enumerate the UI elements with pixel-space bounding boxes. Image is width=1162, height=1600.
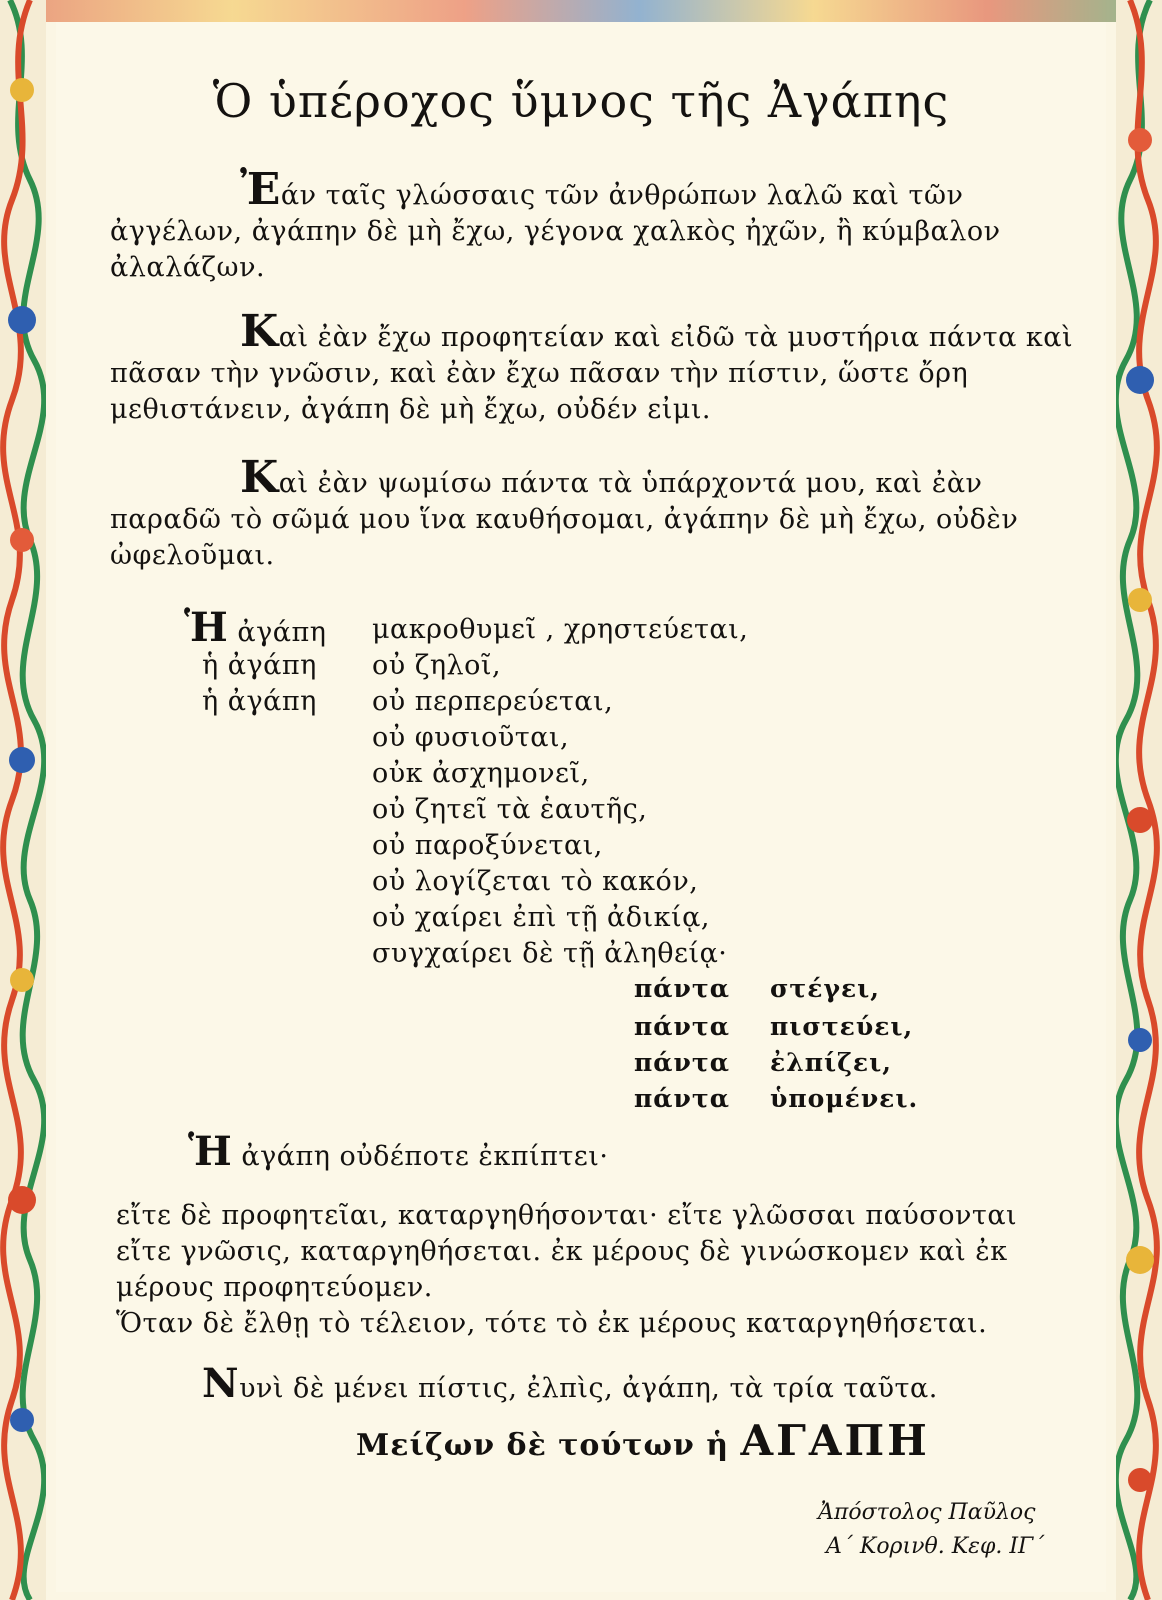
panta-word: πάντα <box>634 1012 730 1041</box>
panta-word: πάντα <box>634 974 730 1003</box>
agapi-caps: ΑΓΑΠΗ <box>740 1416 930 1465</box>
hymn-line: οὐ παροξύνεται, <box>372 830 603 861</box>
signature-reference: Α΄ Κορινθ. Κεφ. ΙΓ΄ <box>826 1534 1045 1559</box>
paragraph-4-line: Ὅταν δὲ ἔλθῃ τὸ τέλειον, τότε τὸ ἐκ μέρους καταργηθήσεται. <box>116 1308 988 1339</box>
panta-word: πάντα <box>634 1084 730 1113</box>
panta-verb: ἐλπίζει, <box>770 1048 892 1077</box>
hymn-line-2-predicate: οὐ ζηλοῖ, <box>372 650 502 681</box>
greatest-line <box>356 1416 930 1465</box>
hymn-line-1-subject <box>184 604 326 651</box>
drop-cap: Ἡ <box>188 1128 233 1175</box>
manuscript-page <box>56 22 1106 1592</box>
decorative-border-top <box>0 0 1162 22</box>
signature-author: Ἀπόστολος Παῦλος <box>818 1500 1036 1525</box>
panta-verb: στέγει, <box>770 974 880 1003</box>
hymn-line: οὐ χαίρει ἐπὶ τῇ ἀδικίᾳ, <box>372 902 710 933</box>
paragraph-text: αὶ ἐὰν ψωμίσω πάντα τὰ ὑπάρχοντά μου, καὶ ἐὰν παραδῶ τὸ σῶμά μου ἵνα καυθήσομαι, ἀγάπην δὲ μὴ ἔχω, οὐδὲν ὠφελοῦμαι. <box>110 468 1019 571</box>
decorative-border-left <box>0 0 46 1600</box>
page-title: Ὁ ὑπέροχος ὕμνος τῆς Ἀγάπης <box>212 74 950 128</box>
panta-verb: ὑπομένει. <box>770 1084 919 1113</box>
hymn-line-1-predicate: μακροθυμεῖ , χρηστεύεται, <box>372 614 749 645</box>
never-fails-text: ἀγάπη οὐδέποτε ἐκπίπτει· <box>241 1141 609 1172</box>
hymn-line: συγχαίρει δὲ τῇ ἀληθείᾳ· <box>372 938 728 969</box>
paragraph-1 <box>110 164 1100 286</box>
hymn-line: οὐκ ἀσχημονεῖ, <box>372 758 590 789</box>
drop-cap: Ν <box>202 1360 240 1407</box>
hymn-line: οὐ λογίζεται τὸ κακόν, <box>372 866 699 897</box>
panta-verb: πιστεύει, <box>770 1012 914 1041</box>
decorative-border-right <box>1116 0 1162 1600</box>
drop-cap: Κ <box>240 452 279 503</box>
hymn-subject: ἀγάπη <box>237 617 327 648</box>
paragraph-2 <box>110 306 1100 428</box>
paragraph-4-line: εἴτε γνῶσις, καταργηθήσεται. ἐκ μέρους δὲ γινώσκομεν καὶ ἐκ <box>116 1236 1008 1267</box>
panta-word: πάντα <box>634 1048 730 1077</box>
paragraph-text: αὶ ἐὰν ἔχω προφητείαν καὶ εἰδῶ τὰ μυστήρια πάντα καὶ πᾶσαν τὴν γνῶσιν, καὶ ἐὰν ἔχω πᾶσαν τὴν πίστιν, ὥστε ὄρη μεθιστάνειν, ἀγάπη δὲ μὴ ἔχω, οὐδέν εἰμι. <box>110 322 1074 425</box>
paragraph-text: άν ταῖς γλώσσαις τῶν ἀνθρώπων λαλῶ καὶ τῶν ἀγγέλων, ἀγάπην δὲ μὴ ἔχω, γέγονα χαλκὸς ἠχῶν, ἢ κύμβαλον ἀλαλάζων. <box>110 180 1001 283</box>
hymn-line-2-subject: ἡ ἀγάπη <box>202 650 317 681</box>
paragraph-4-line: εἴτε δὲ προφητεῖαι, καταργηθήσονται· εἴτε γλῶσσαι παύσονται <box>116 1200 1018 1231</box>
faith-hope-love-line <box>202 1360 938 1407</box>
greatest-text: Μείζων δὲ τούτων ἡ <box>356 1428 730 1463</box>
paragraph-4-line: μέρους προφητεύομεν. <box>116 1272 433 1303</box>
drop-cap: Ἐ <box>240 164 281 215</box>
paragraph-3 <box>110 452 1100 574</box>
faith-hope-love-text: υνὶ δὲ μένει πίστις, ἐλπὶς, ἀγάπη, τὰ τρία ταῦτα. <box>239 1373 938 1404</box>
hymn-line: οὐ ζητεῖ τὰ ἑαυτῆς, <box>372 794 648 825</box>
hymn-line-3-predicate: οὐ περπερεύεται, <box>372 686 614 717</box>
hymn-line: οὐ φυσιοῦται, <box>372 722 570 753</box>
hymn-line-3-subject: ἡ ἀγάπη <box>202 686 317 717</box>
drop-cap: Κ <box>240 306 279 357</box>
never-fails-line <box>188 1128 608 1175</box>
drop-cap: Ἡ <box>184 604 229 651</box>
